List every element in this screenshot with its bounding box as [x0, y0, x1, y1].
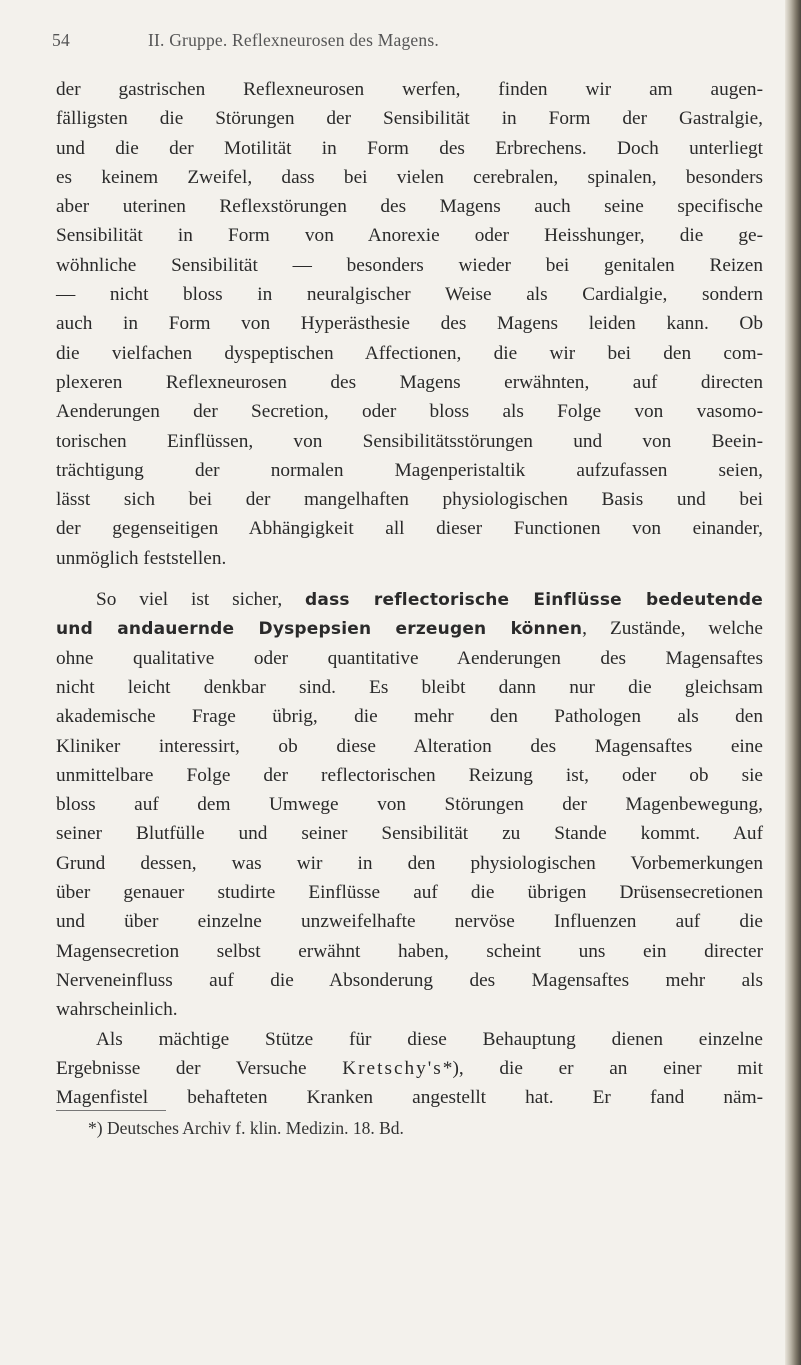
paragraph-2	[56, 585, 763, 1024]
text-line: Nerveneinfluss auf die Absonderung des Magensaftes mehr als	[56, 969, 763, 991]
text-line: Magenfistel behafteten Kranken angestellt hat. Er fand näm-	[56, 1087, 763, 1109]
text-line: plexeren Reflexneurosen des Magens erwähnten, auf directen	[56, 371, 763, 393]
text-line: es keinem Zweifel, dass bei vielen cerebralen, spinalen, besonders	[56, 166, 763, 188]
text-line: torischen Einflüssen, von Sensibilitätsstörungen und von Beein-	[56, 430, 763, 452]
text-line: akademische Frage übrig, die mehr den Pathologen als den	[56, 706, 763, 728]
text-line: bloss auf dem Umwege von Störungen der Magenbewegung,	[56, 794, 763, 816]
plain-text: So viel ist sicher,	[96, 589, 283, 611]
text-line: aber uterinen Reflexstörungen des Magens auch seine specifische	[56, 196, 763, 218]
running-title: II. Gruppe. Reflexneurosen des Magens.	[148, 30, 439, 50]
text-line: wöhnliche Sensibilität — besonders wieder bei genitalen Reizen	[56, 254, 763, 276]
emphasized-text: dass reflectorische Einflüsse bedeutende	[305, 590, 763, 611]
text-line: wahrscheinlich.	[56, 999, 178, 1021]
text-line: unmöglich feststellen.	[56, 547, 227, 569]
text-line: Grund dessen, was wir in den physiologischen Vorbemerkungen	[56, 852, 763, 874]
text-line: Kliniker interessirt, ob diese Alteration des Magensaftes eine	[56, 735, 763, 757]
text-line: und über einzelne unzweifelhafte nervöse Influenzen auf die	[56, 911, 763, 933]
text-line: ohne qualitative oder quantitative Aenderungen des Magensaftes	[56, 647, 763, 669]
author-name: Kretschy's	[342, 1057, 443, 1079]
plain-text: *), die er an einer mit	[442, 1057, 763, 1079]
plain-text: Ergebnisse der Versuche	[56, 1057, 307, 1079]
emphasized-text: und andauernde Dyspepsien erzeugen können	[56, 619, 583, 640]
book-spine-edge	[785, 0, 801, 1365]
text-line: Aenderungen der Secretion, oder bloss als Folge von vasomo-	[56, 401, 763, 423]
text-line: Magensecretion selbst erwähnt haben, scheint uns ein directer	[56, 940, 763, 962]
paragraph-3	[56, 1025, 763, 1113]
text-line: trächtigung der normalen Magenperistaltik aufzufassen seien,	[56, 459, 763, 481]
text-line: auch in Form von Hyperästhesie des Magens leiden kann. Ob	[56, 313, 763, 335]
text-line: der gegenseitigen Abhängigkeit all dieser Functionen von einander,	[56, 518, 763, 540]
footnote: *) Deutsches Archiv f. klin. Medizin. 18. Bd.	[88, 1118, 404, 1138]
paragraph-1	[56, 75, 763, 573]
text-line: und die der Motilität in Form des Erbrechens. Doch unterliegt	[56, 137, 763, 159]
text-line: nicht leicht denkbar sind. Es bleibt dann nur die gleichsam	[56, 676, 763, 698]
text-line: fälligsten die Störungen der Sensibilität in Form der Gastralgie,	[56, 108, 763, 130]
text-line-with-emphasis	[56, 614, 763, 643]
text-line: seiner Blutfülle und seiner Sensibilität zu Stande kommt. Auf	[56, 823, 763, 845]
text-line: Sensibilität in Form von Anorexie oder Heisshunger, die ge-	[56, 225, 763, 247]
page-number: 54	[52, 30, 70, 50]
running-header	[52, 30, 439, 51]
text-line: lässt sich bei der mangelhaften physiologischen Basis und bei	[56, 489, 763, 511]
text-line: der gastrischen Reflexneurosen werfen, finden wir am augen-	[56, 79, 763, 100]
body-text	[56, 75, 763, 1112]
paragraph-gap	[56, 573, 763, 585]
text-line: Als mächtige Stütze für diese Behauptung dienen einzelne	[96, 1028, 763, 1050]
text-line: unmittelbare Folge der reflectorischen Reizung ist, oder ob sie	[56, 764, 763, 786]
text-line-with-emphasis	[56, 585, 763, 614]
text-line: die vielfachen dyspeptischen Affectionen, die wir bei den com-	[56, 342, 763, 364]
footnote-divider	[56, 1110, 166, 1111]
text-line: über genauer studirte Einflüsse auf die übrigen Drüsensecretionen	[56, 882, 763, 904]
text-line: — nicht bloss in neuralgischer Weise als Cardialgie, sondern	[56, 284, 763, 306]
text-line-with-name	[56, 1054, 763, 1083]
plain-text: , Zustände, welche	[582, 618, 763, 640]
